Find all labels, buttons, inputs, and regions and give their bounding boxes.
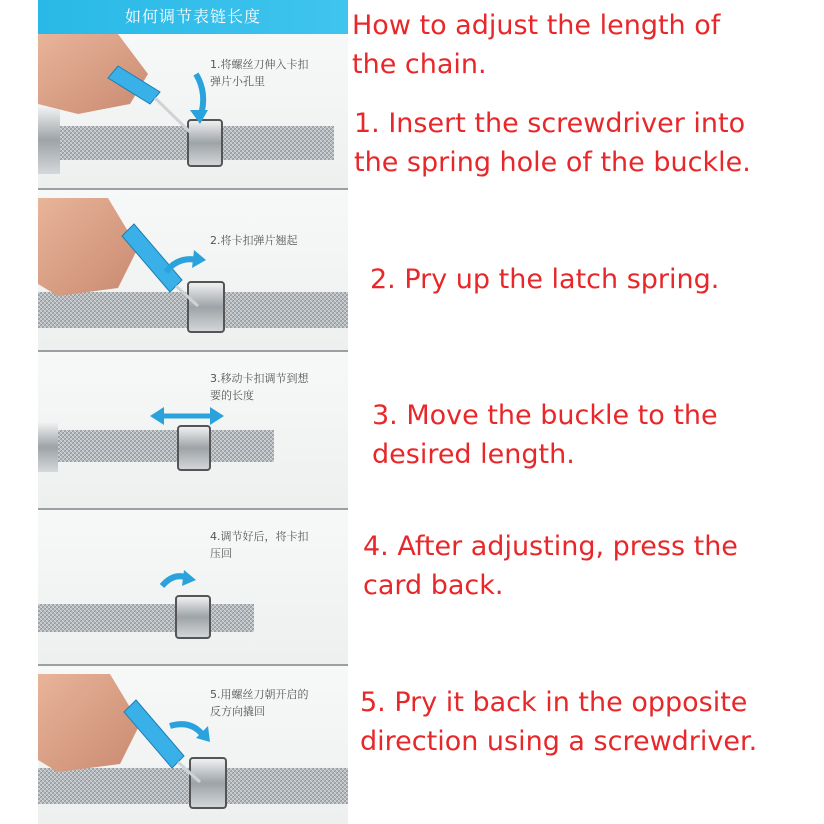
- step-1-caption-cn: 1.将螺丝刀伸入卡扣 弹片小孔里: [210, 58, 309, 88]
- step-4-caption-cn: 4.调节好后，将卡扣 压回: [210, 530, 309, 560]
- step-5-photo: [38, 664, 348, 824]
- step-2-illustration: [38, 188, 348, 350]
- step-4-photo: [38, 508, 348, 664]
- mesh-band: [38, 126, 334, 160]
- step-3-photo: [38, 350, 348, 508]
- mesh-band: [38, 430, 274, 462]
- step-3-text-en: 3. Move the buckle to the desired length.: [372, 400, 718, 470]
- step-3-caption-cn: 3.移动卡扣调节到想 要的长度: [210, 372, 309, 402]
- step-2-caption-cn: 2.将卡扣弹片翘起: [210, 234, 298, 247]
- step-5-text-en: 5. Pry it back in the opposite direction using a screwdriver.: [360, 687, 758, 757]
- buckle: [188, 120, 222, 166]
- watch-case: [38, 106, 60, 174]
- step-1-text-en: 1. Insert the screwdriver into the spring hole of the buckle.: [354, 108, 751, 178]
- hand: [38, 674, 140, 772]
- header-title-cn: 如何调节表链长度: [38, 0, 348, 34]
- title-en: How to adjust the length of the chain.: [352, 10, 721, 80]
- watch-case: [38, 422, 58, 472]
- step-1-photo: [38, 34, 348, 188]
- step-5-caption-cn: 5.用螺丝刀朝开启的 反方向撬回: [210, 688, 309, 718]
- step-4-text-en: 4. After adjusting, press the card back.: [363, 531, 738, 601]
- instruction-image-column: [38, 0, 348, 824]
- mesh-band: [38, 604, 254, 632]
- hand: [38, 198, 138, 296]
- buckle: [188, 282, 224, 332]
- buckle: [178, 426, 210, 470]
- buckle: [190, 758, 226, 808]
- step-2-text-en: 2. Pry up the latch spring.: [370, 264, 720, 295]
- arrow-curve-icon: [170, 724, 202, 734]
- buckle: [176, 596, 210, 638]
- step-2-photo: [38, 188, 348, 350]
